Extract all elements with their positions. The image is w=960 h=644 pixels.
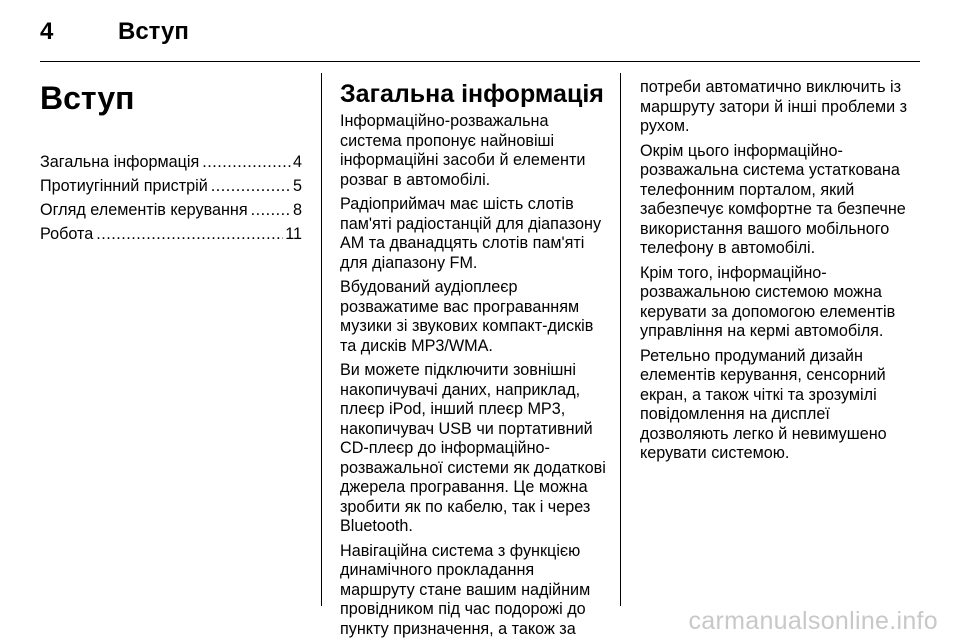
toc-page-number: 4: [292, 153, 302, 171]
text-line: Інформаційно-розважальна: [340, 112, 549, 130]
column-divider-right: [620, 73, 621, 606]
text-line: Ви можете підключити зовнішні: [340, 361, 576, 379]
toc-page-number: 11: [285, 225, 302, 243]
chapter-title: Вступ: [40, 80, 135, 116]
toc-page-number: 5: [292, 177, 302, 195]
text-line: інформаційні засоби й елементи: [340, 151, 586, 169]
text-line: плеєр iPod, інший плеєр MP3,: [340, 400, 566, 418]
text-line: пункту призначення, а також за: [340, 619, 576, 638]
text-line: маршруту затори й інші проблеми з: [640, 97, 908, 116]
text-line: повідомлення на дисплеї: [640, 405, 830, 423]
toc-entry[interactable]: [40, 222, 302, 246]
paragraph: [340, 195, 602, 273]
toc-entry-title: Загальна інформація: [40, 153, 200, 171]
text-line: накопичувачі даних, наприклад,: [340, 380, 581, 399]
text-line: телефону в автомобілі.: [640, 239, 816, 257]
paragraph: [340, 361, 606, 537]
toc-entry[interactable]: [40, 198, 302, 222]
header-rule: [40, 61, 920, 62]
text-line: забезпечує комфортне та безпечне: [640, 200, 906, 218]
body-column-right: [640, 72, 910, 469]
text-line: Радіоприймач має шість слотів: [340, 195, 574, 213]
text-line: Окрім цього інформаційно-: [640, 141, 843, 160]
text-line: елементів керування, сенсорний: [640, 366, 886, 384]
text-line: пам'яті радіостанцій для діапазону: [340, 214, 602, 233]
text-line: Крім того, інформаційно-: [640, 263, 827, 282]
column-divider-left: [321, 73, 322, 606]
paragraph: [340, 278, 602, 356]
text-line: CD-плеєр до інформаційно-: [340, 439, 550, 457]
text-line: розваг в автомобілі.: [340, 170, 491, 189]
paragraph: [340, 112, 602, 190]
text-line: екран, а також чіткі та зрозумілі: [640, 385, 877, 404]
toc-leader-dots: [251, 198, 291, 222]
text-line: розважальної системи як додаткові: [340, 458, 606, 477]
text-line: рухом.: [640, 117, 690, 135]
toc-column: [40, 72, 302, 246]
toc-page-number: 8: [292, 201, 302, 219]
text-line: розважатиме вас програванням: [340, 297, 580, 316]
toc-leader-dots: [202, 150, 291, 174]
text-line: керувати за допомогою елементів: [640, 302, 896, 321]
text-line: розважальною системою можна: [640, 283, 882, 301]
text-line: музики зі звукових компакт-дисків: [340, 317, 594, 335]
text-line: та дисків MP3/WMA.: [340, 336, 493, 355]
toc-entry-title: Протиугінний пристрій: [40, 177, 208, 195]
toc-entry[interactable]: [40, 150, 302, 174]
text-line: управління на кермі автомобіля.: [640, 322, 884, 340]
text-line: потреби автоматично виключить із: [640, 78, 902, 96]
toc-entry[interactable]: [40, 174, 302, 198]
text-line: телефонним порталом, який: [640, 180, 855, 199]
paragraph: [640, 347, 910, 464]
text-line: дозволяють легко й невимушено: [640, 424, 887, 443]
paragraph: [640, 142, 910, 259]
text-line: джерела програвання. Це можна: [340, 478, 588, 496]
toc-entry-title: Робота: [40, 225, 94, 243]
text-line: керувати системою.: [640, 444, 790, 462]
text-line: Bluetooth.: [340, 517, 413, 535]
page-number: 4: [40, 18, 54, 45]
text-line: використання вашого мобільного: [640, 219, 890, 238]
text-line: маршруту стане вашим надійним: [340, 580, 591, 599]
text-line: зробити як по кабелю, так і через: [340, 497, 591, 516]
text-line: Вбудований аудіоплеєр: [340, 278, 518, 296]
paragraph: [640, 264, 910, 342]
paragraph: [640, 78, 910, 137]
table-of-contents: [40, 150, 302, 246]
text-line: AM та дванадцять слотів пам'яті: [340, 234, 585, 252]
text-line: для діапазону FM.: [340, 253, 478, 272]
body-column-middle: [340, 72, 606, 644]
toc-leader-dots: [211, 174, 291, 198]
text-line: провідником під час подорожі до: [340, 600, 586, 618]
text-line: Ретельно продуманий дизайн: [640, 346, 863, 365]
watermark: carmanualsonline.info: [688, 607, 938, 635]
text-line: динамічного прокладання: [340, 561, 535, 579]
running-header-title: Вступ: [118, 18, 189, 45]
page-header: [40, 14, 920, 50]
text-line: розважальна система устаткована: [640, 161, 900, 179]
toc-entry-title: Огляд елементів керування: [40, 201, 248, 219]
paragraph: [340, 542, 602, 640]
section-heading: Загальна інформація: [340, 80, 604, 108]
toc-leader-dots: [96, 222, 283, 246]
text-line: Навігаційна система з функцією: [340, 541, 581, 560]
text-line: система пропонує найновіші: [340, 131, 555, 150]
text-line: накопичувач USB чи портативний: [340, 419, 593, 438]
